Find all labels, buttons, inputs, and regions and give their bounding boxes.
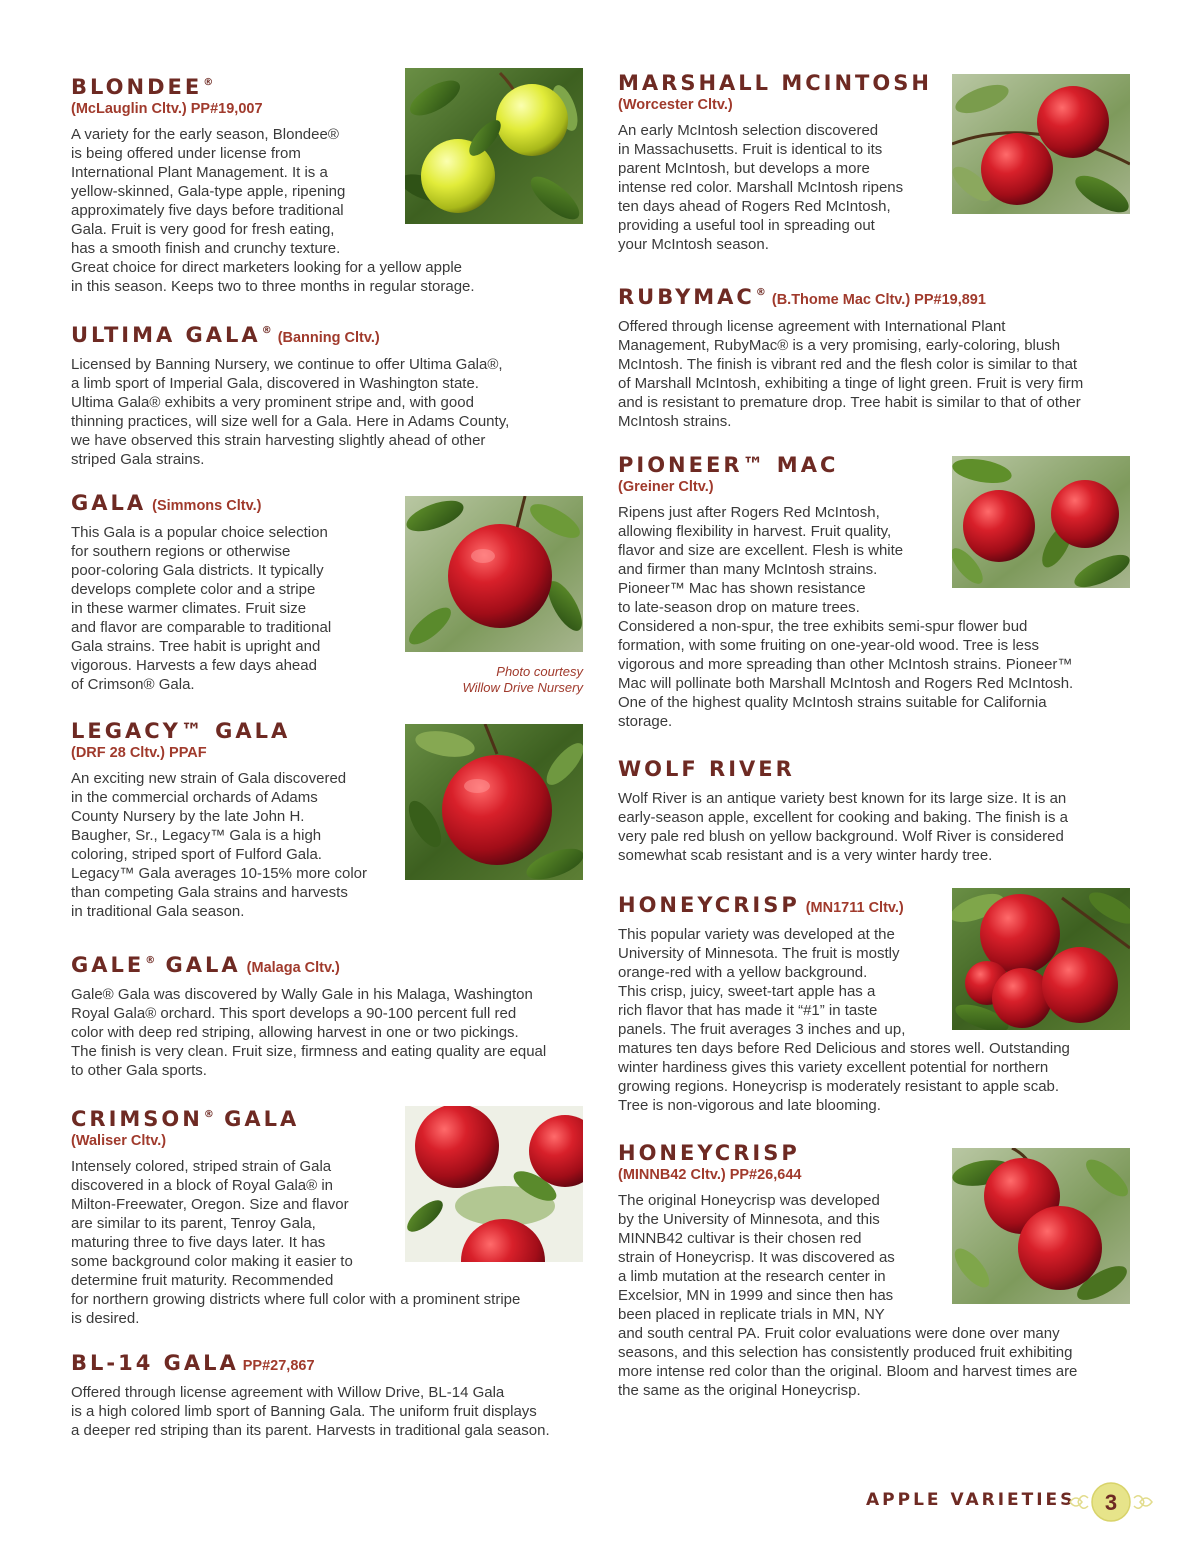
photo-caption: Photo courtesy Willow Drive Nursery <box>462 664 583 695</box>
variety-marshall-mcintosh <box>618 70 932 254</box>
variety-cultivar: (Malaga Cltv.) <box>246 960 340 976</box>
variety-description: An exciting new strain of Gala discovered in the commercial orchards of Adams County Nursery by the late John H. Baugher, Sr., Legacy™ Gala is a high coloring, striped sport of Fulford Gala. Legacy™ Gala averages 10-15% more color than competing Gala strains and harvests in traditional Gala season. <box>71 770 367 920</box>
variety-cultivar: (McLauglin Cltv.) PP#19,007 <box>71 101 263 117</box>
variety-description: Offered through license agreement with International Plant Management, RubyMac® is a very promising, early-coloring, blush McIntosh. The finish is vibrant red and the flesh color is similar to that of Marshall McIntosh, exhibiting a tinge of light green. Fruit is very firm and is resistant to premature drop. Tree habit is similar to that of other McIntosh strains. <box>618 318 1084 430</box>
gala-apple-photo <box>405 496 583 652</box>
variety-bl14-gala <box>71 1350 550 1440</box>
variety-gale-gala <box>71 948 546 1080</box>
variety-cultivar: (Banning Cltv.) <box>277 330 380 346</box>
variety-cultivar: PP#27,867 <box>242 1358 315 1374</box>
variety-title: ULTIMA GALA® (Banning Cltv.) <box>71 323 380 347</box>
variety-description: Offered through license agreement with Willow Drive, BL-14 Gala is a high colored limb sport of Banning Gala. The uniform fruit displays a deeper red striping than its parent. Harvests in traditional gala season. <box>71 1384 550 1439</box>
variety-wolf-river <box>618 756 1068 865</box>
variety-title: BL-14 GALA PP#27,867 <box>71 1351 315 1375</box>
variety-cultivar: (Worcester Cltv.) <box>618 97 733 113</box>
footer-section-label: APPLE VARIETIES <box>866 1490 1076 1510</box>
variety-description: The original Honeycrisp was developed by the University of Minnesota, and this MINNB42 cultivar is their chosen red strain of Honeycrisp. It was discovered as a limb mutation at the research center in Excelsior, MN in 1999 and since then has been placed in replicate trials in MN, NY and south central PA. Fruit color evaluations were done over many seasons, and this selection has consistently produced fruit exhibiting more intense red color than the original. Bloom and harvest times are the same as the original Honeycrisp. <box>618 1192 1078 1399</box>
variety-description: Intensely colored, striped strain of Gala discovered in a block of Royal Gala® in Milton-Freewater, Oregon. Size and flavor are similar to its parent, Tenroy Gala, maturing three to five days later. It has some background color making it easier to determine fruit maturity. Recommended for northern growing districts where full color with a prominent stripe is desired. <box>71 1158 521 1327</box>
variety-cultivar: (MN1711 Cltv.) <box>805 900 904 916</box>
variety-title: WOLF RIVER <box>618 757 795 781</box>
variety-cultivar: (Waliser Cltv.) <box>71 1133 167 1149</box>
variety-title: CRIMSON® GALA <box>71 1107 300 1131</box>
variety-description: This Gala is a popular choice selection for southern regions or otherwise poor-coloring Gala districts. It typically develops complete color and a stripe in these warmer climates. Fruit size and flavor are comparable to traditional Gala strains. Tree habit is upright and vigorous. Harvests a few days ahead of Crimson® Gala. <box>71 524 332 693</box>
variety-description: A variety for the early season, Blondee® is being offered under license from International Plant Management. It is a yellow-skinned, Gala-type apple, ripening approximately five days before traditional Gala. Fruit is very good for fresh eating, has a smooth finish and crunchy texture. Great choice for direct marketers looking for a yellow apple in this season. Keeps two to three months in regular storage. <box>71 126 475 295</box>
variety-title: LEGACY™ GALA <box>71 719 291 743</box>
variety-cultivar: (B.Thome Mac Cltv.) PP#19,891 <box>771 292 986 308</box>
page-number: 3 <box>1104 1490 1118 1515</box>
legacy-gala-apple-photo <box>405 724 583 880</box>
variety-cultivar: (MINNB42 Cltv.) PP#26,644 <box>618 1167 802 1183</box>
variety-description: Licensed by Banning Nursery, we continue to offer Ultima Gala®, a limb sport of Imperial Gala, discovered in Washington state. Ultima Gala® exhibits a very prominent stripe and, with good thinning practices, will size well for a Gala. Here in Adams County, we have observed this strain harvesting slightly ahead of other striped Gala strains. <box>71 356 510 468</box>
variety-legacy-gala <box>71 718 367 921</box>
variety-title: GALE® GALA (Malaga Cltv.) <box>71 953 340 977</box>
variety-cultivar: (Simmons Cltv.) <box>152 498 262 514</box>
variety-description: This popular variety was developed at the University of Minnesota. The fruit is mostly orange-red with a yellow background. This crisp, juicy, sweet-tart apple has a rich flavor that has made it “#1” in taste panels. The fruit averages 3 inches and up, matures ten days before Red Delicious and stores well. Outstanding winter hardiness gives this variety excellent potential for northern growing regions. Honeycrisp is moderately resistant to apple scab. Tree is non-vigorous and late blooming. <box>618 926 1070 1114</box>
variety-title: HONEYCRISP <box>618 1141 800 1165</box>
variety-description: Wolf River is an antique variety best known for its large size. It is an early-season apple, excellent for cooking and baking. The finish is a very pale red blush on yellow background. Wolf River is considered somewhat scab resistant and is a very winter hardy tree. <box>618 790 1068 864</box>
variety-description: Gale® Gala was discovered by Wally Gale in his Malaga, Washington Royal Gala® orchard. This sport develops a 90-100 percent full red color with deep red striping, allowing harvest in one or two pickings. The finish is very clean. Fruit size, firmness and eating quality are equal to other Gala sports. <box>71 986 547 1079</box>
marshall-mcintosh-apples-photo <box>952 74 1130 214</box>
crimson-gala-apples-photo <box>405 1106 583 1262</box>
variety-title: GALA (Simmons Cltv.) <box>71 491 262 515</box>
variety-title: BLONDEE® <box>71 75 214 99</box>
variety-ultima-gala <box>71 318 509 469</box>
variety-rubymac <box>618 280 1083 431</box>
honeycrisp-minnb42-apples-photo <box>952 1148 1130 1304</box>
variety-description: An early McIntosh selection discovered in Massachusetts. Fruit is identical to its parent McIntosh, but develops a more intense red color. Marshall McIntosh ripens ten days ahead of Rogers Red McIntosh, providing a useful tool in spreading out your McIntosh season. <box>618 122 904 253</box>
variety-gala-simmons <box>71 490 331 694</box>
variety-cultivar: (Greiner Cltv.) <box>618 479 714 495</box>
pioneer-mac-apples-photo <box>952 456 1130 588</box>
variety-cultivar: (DRF 28 Cltv.) PPAF <box>71 745 207 761</box>
variety-title: HONEYCRISP (MN1711 Cltv.) <box>618 893 904 917</box>
honeycrisp-apples-photo <box>952 888 1130 1030</box>
variety-description: Ripens just after Rogers Red McIntosh, allowing flexibility in harvest. Fruit quality, flavor and size are excellent. Flesh is white and firmer than many McIntosh strains. Pioneer™ Mac has shown resistance to late-season drop on mature trees. Considered a non-spur, the tree exhibits semi-spur flower bud formation, with some fruiting on one-year-old wood. Tree is less vigorous and more spreading than other McIntosh strains. Pioneer™ Mac will pollinate both Marshall McIntosh and Rogers Red McIntosh. One of the highest quality McIntosh strains suitable for California storage. <box>618 504 1074 730</box>
variety-title: RUBYMAC® (B.Thome Mac Cltv.) PP#19,891 <box>618 285 986 309</box>
yellow-apples-photo <box>405 68 583 224</box>
variety-title: PIONEER™ MAC <box>618 453 839 477</box>
variety-title: MARSHALL MCINTOSH <box>618 71 932 95</box>
